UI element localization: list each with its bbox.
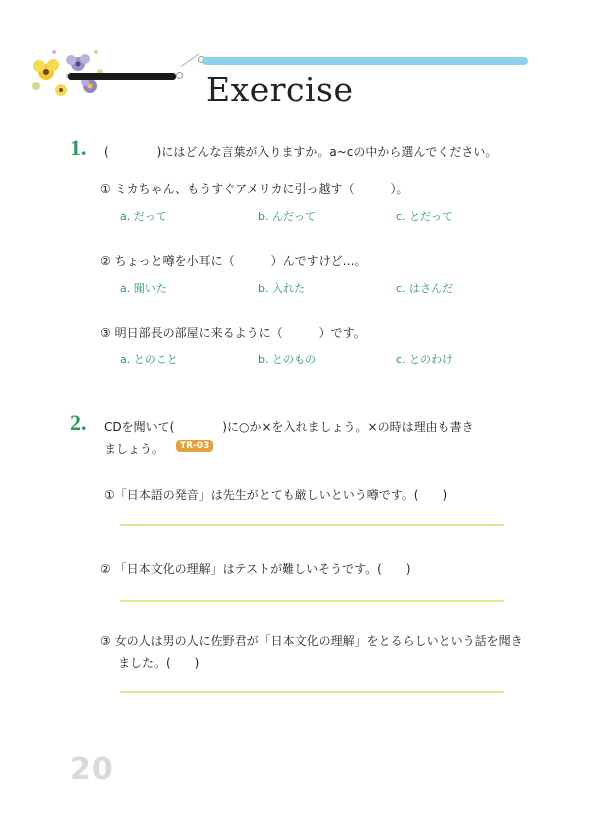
q2-item-1-answer-line[interactable] [120,524,504,526]
audio-track-badge: TR-03 [176,440,213,452]
q2-item-1-sentence: ①「日本語の発音」は先生がとても厳しいという噂です。( ) [104,488,448,502]
q1-item-1-sentence: ① ミカちゃん、もうすぐアメリカに引っ越す（ ）。 [100,182,409,196]
question-1-instruction: ( )にはどんな言葉が入りますか。a~cの中から選んでください。 [104,145,498,159]
page-title: Exercise [206,70,354,109]
q1-item-3-option-c: c. とのわけ [396,353,454,366]
page-number: 20 [70,752,114,787]
question-2-instruction-line-1: CDを聞いて( )に○か×を入れましょう。×の時は理由も書き [104,420,474,434]
question-2-instruction-line-2: ましょう。 [104,442,165,456]
header-black-bar [68,73,176,80]
q1-item-3-option-a: a. とのこと [120,353,178,366]
header-connector-line [181,53,200,66]
q1-item-3-sentence: ③ 明日部長の部屋に来るように（ ）です。 [100,326,366,340]
q2-item-2-sentence: ② 「日本文化の理解」はテストが難しいそうです。( ) [100,562,411,576]
q2-item-3-sentence-line-1: ③ 女の人は男の人に佐野君が「日本文化の理解」をとるらしいという話を聞き [100,634,523,648]
header-dot-left [176,72,183,79]
question-2-number: 2. [70,410,87,435]
q1-item-1-option-b: b. んだって [258,210,316,223]
q1-item-2-sentence: ② ちょっと噂を小耳に（ ）んですけど…。 [100,254,367,268]
q1-item-2-option-b: b. 入れた [258,282,305,295]
header-blue-bar [202,57,528,65]
q2-item-3-sentence-line-2: ました。( ) [118,656,200,670]
q1-item-2-option-a: a. 聞いた [120,282,167,295]
q1-item-1-option-c: c. とだって [396,210,454,223]
question-1-number: 1. [70,135,87,160]
q1-item-3-option-b: b. とのもの [258,353,316,366]
q1-item-2-option-c: c. はさんだ [396,282,454,295]
q2-item-2-answer-line[interactable] [120,600,504,602]
q2-item-3-answer-line[interactable] [120,691,504,693]
q1-item-1-option-a: a. だって [120,210,167,223]
